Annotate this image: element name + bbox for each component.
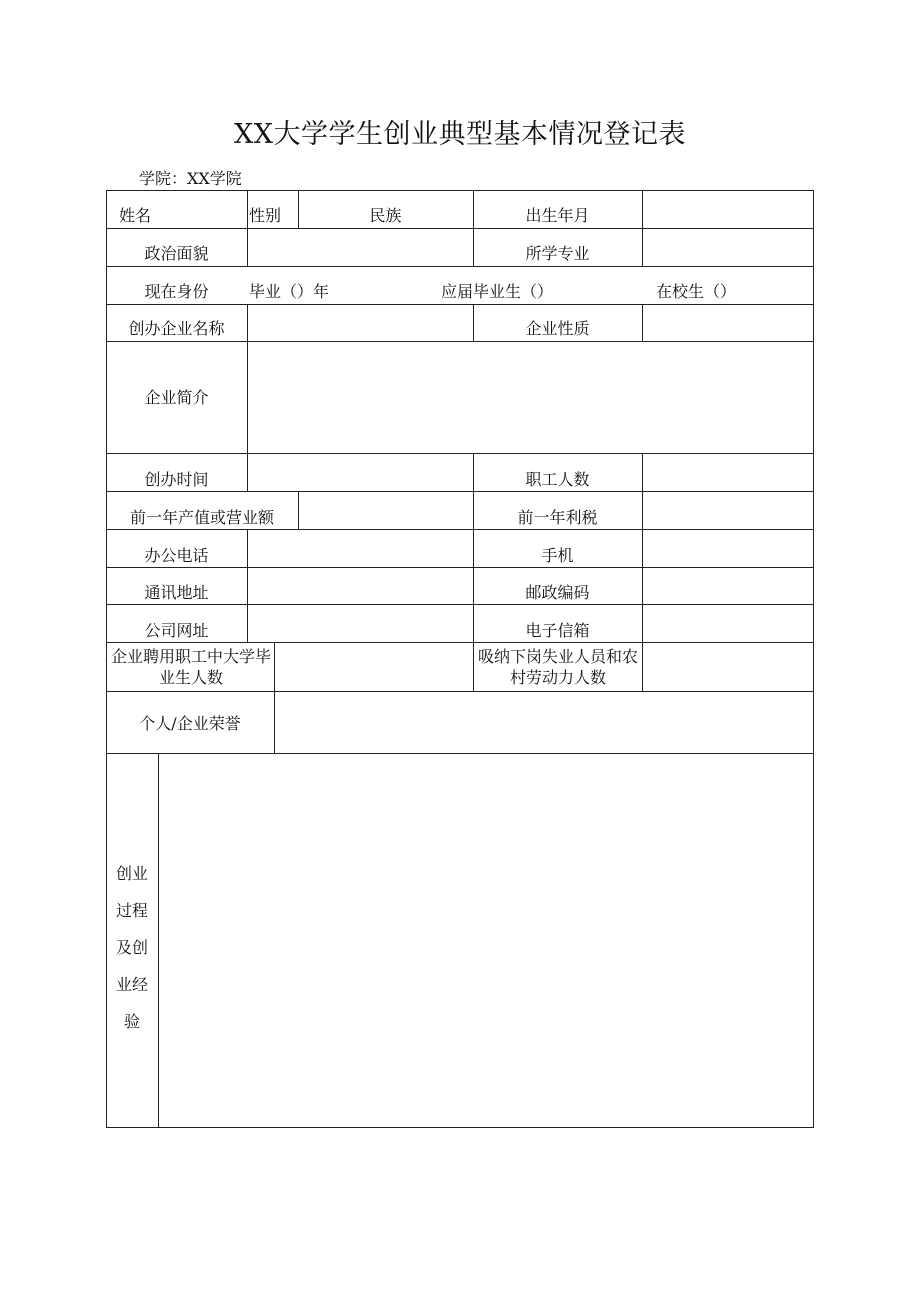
label-prev-tax: 前一年利税 xyxy=(517,507,598,527)
input-mobile[interactable] xyxy=(643,530,813,566)
label-grad-hires: 企业聘用职工中大学毕业生人数 xyxy=(110,647,271,687)
input-prev-tax[interactable] xyxy=(643,492,813,528)
label-office-phone: 办公电话 xyxy=(144,545,209,565)
input-grad-hires[interactable] xyxy=(275,643,472,690)
label-name: 姓名 xyxy=(119,205,152,225)
option-fresh-graduate[interactable]: 应届毕业生（） xyxy=(441,281,554,301)
label-mobile: 手机 xyxy=(541,545,574,565)
label-website: 公司网址 xyxy=(144,620,209,640)
label-company-type: 企业性质 xyxy=(525,318,590,338)
college-label: 学院：XX学院 xyxy=(139,169,242,188)
col-divider xyxy=(247,190,248,228)
label-email: 电子信箱 xyxy=(525,620,590,640)
label-experience-line: 验 xyxy=(123,1011,140,1031)
label-honors: 个人/企业荣誉 xyxy=(139,713,241,733)
label-experience-line: 过程 xyxy=(115,900,148,920)
label-ethnicity: 民族 xyxy=(369,205,402,225)
label-company-intro: 企业简介 xyxy=(144,387,209,407)
label-laid-off-hires: 吸纳下岗失业人员和农村劳动力人数 xyxy=(477,647,638,687)
input-laid-off-hires[interactable] xyxy=(643,643,813,690)
input-political[interactable] xyxy=(248,229,472,265)
input-major[interactable] xyxy=(643,229,813,265)
label-address: 通讯地址 xyxy=(144,582,209,602)
label-political: 政治面貌 xyxy=(144,243,209,263)
input-company-intro[interactable] xyxy=(248,342,813,452)
input-staff-count[interactable] xyxy=(643,454,813,490)
label-company-name: 创办企业名称 xyxy=(128,318,225,338)
label-prev-output: 前一年产值或营业额 xyxy=(129,507,274,527)
input-postcode[interactable] xyxy=(643,568,813,603)
input-company-type[interactable] xyxy=(643,305,813,340)
label-founded: 创办时间 xyxy=(144,469,209,489)
option-graduated[interactable]: 毕业（）年 xyxy=(249,281,330,301)
label-experience xyxy=(106,852,158,1042)
option-current-student[interactable]: 在校生（） xyxy=(656,281,737,301)
label-experience-line: 创业 xyxy=(115,863,148,883)
input-birth[interactable] xyxy=(643,191,813,227)
input-email[interactable] xyxy=(643,605,813,641)
row-divider xyxy=(106,266,814,267)
label-identity: 现在身份 xyxy=(144,281,209,301)
input-name[interactable] xyxy=(196,191,246,227)
input-office-phone[interactable] xyxy=(248,530,472,566)
form-title: XX大学学生创业典型基本情况登记表 xyxy=(234,119,686,150)
label-birth: 出生年月 xyxy=(525,205,590,225)
input-website[interactable] xyxy=(248,605,472,641)
input-address[interactable] xyxy=(248,568,472,603)
input-experience[interactable] xyxy=(159,754,813,1127)
label-staff-count: 职工人数 xyxy=(525,469,590,489)
input-prev-output[interactable] xyxy=(299,492,472,528)
label-experience-line: 及创 xyxy=(115,937,148,957)
input-company-name[interactable] xyxy=(248,305,472,340)
input-founded[interactable] xyxy=(248,454,472,490)
input-honors[interactable] xyxy=(275,692,813,752)
label-major: 所学专业 xyxy=(525,243,590,263)
label-experience-line: 业经 xyxy=(115,974,148,994)
label-postcode: 邮政编码 xyxy=(525,582,590,602)
label-gender: 性别 xyxy=(249,205,282,225)
